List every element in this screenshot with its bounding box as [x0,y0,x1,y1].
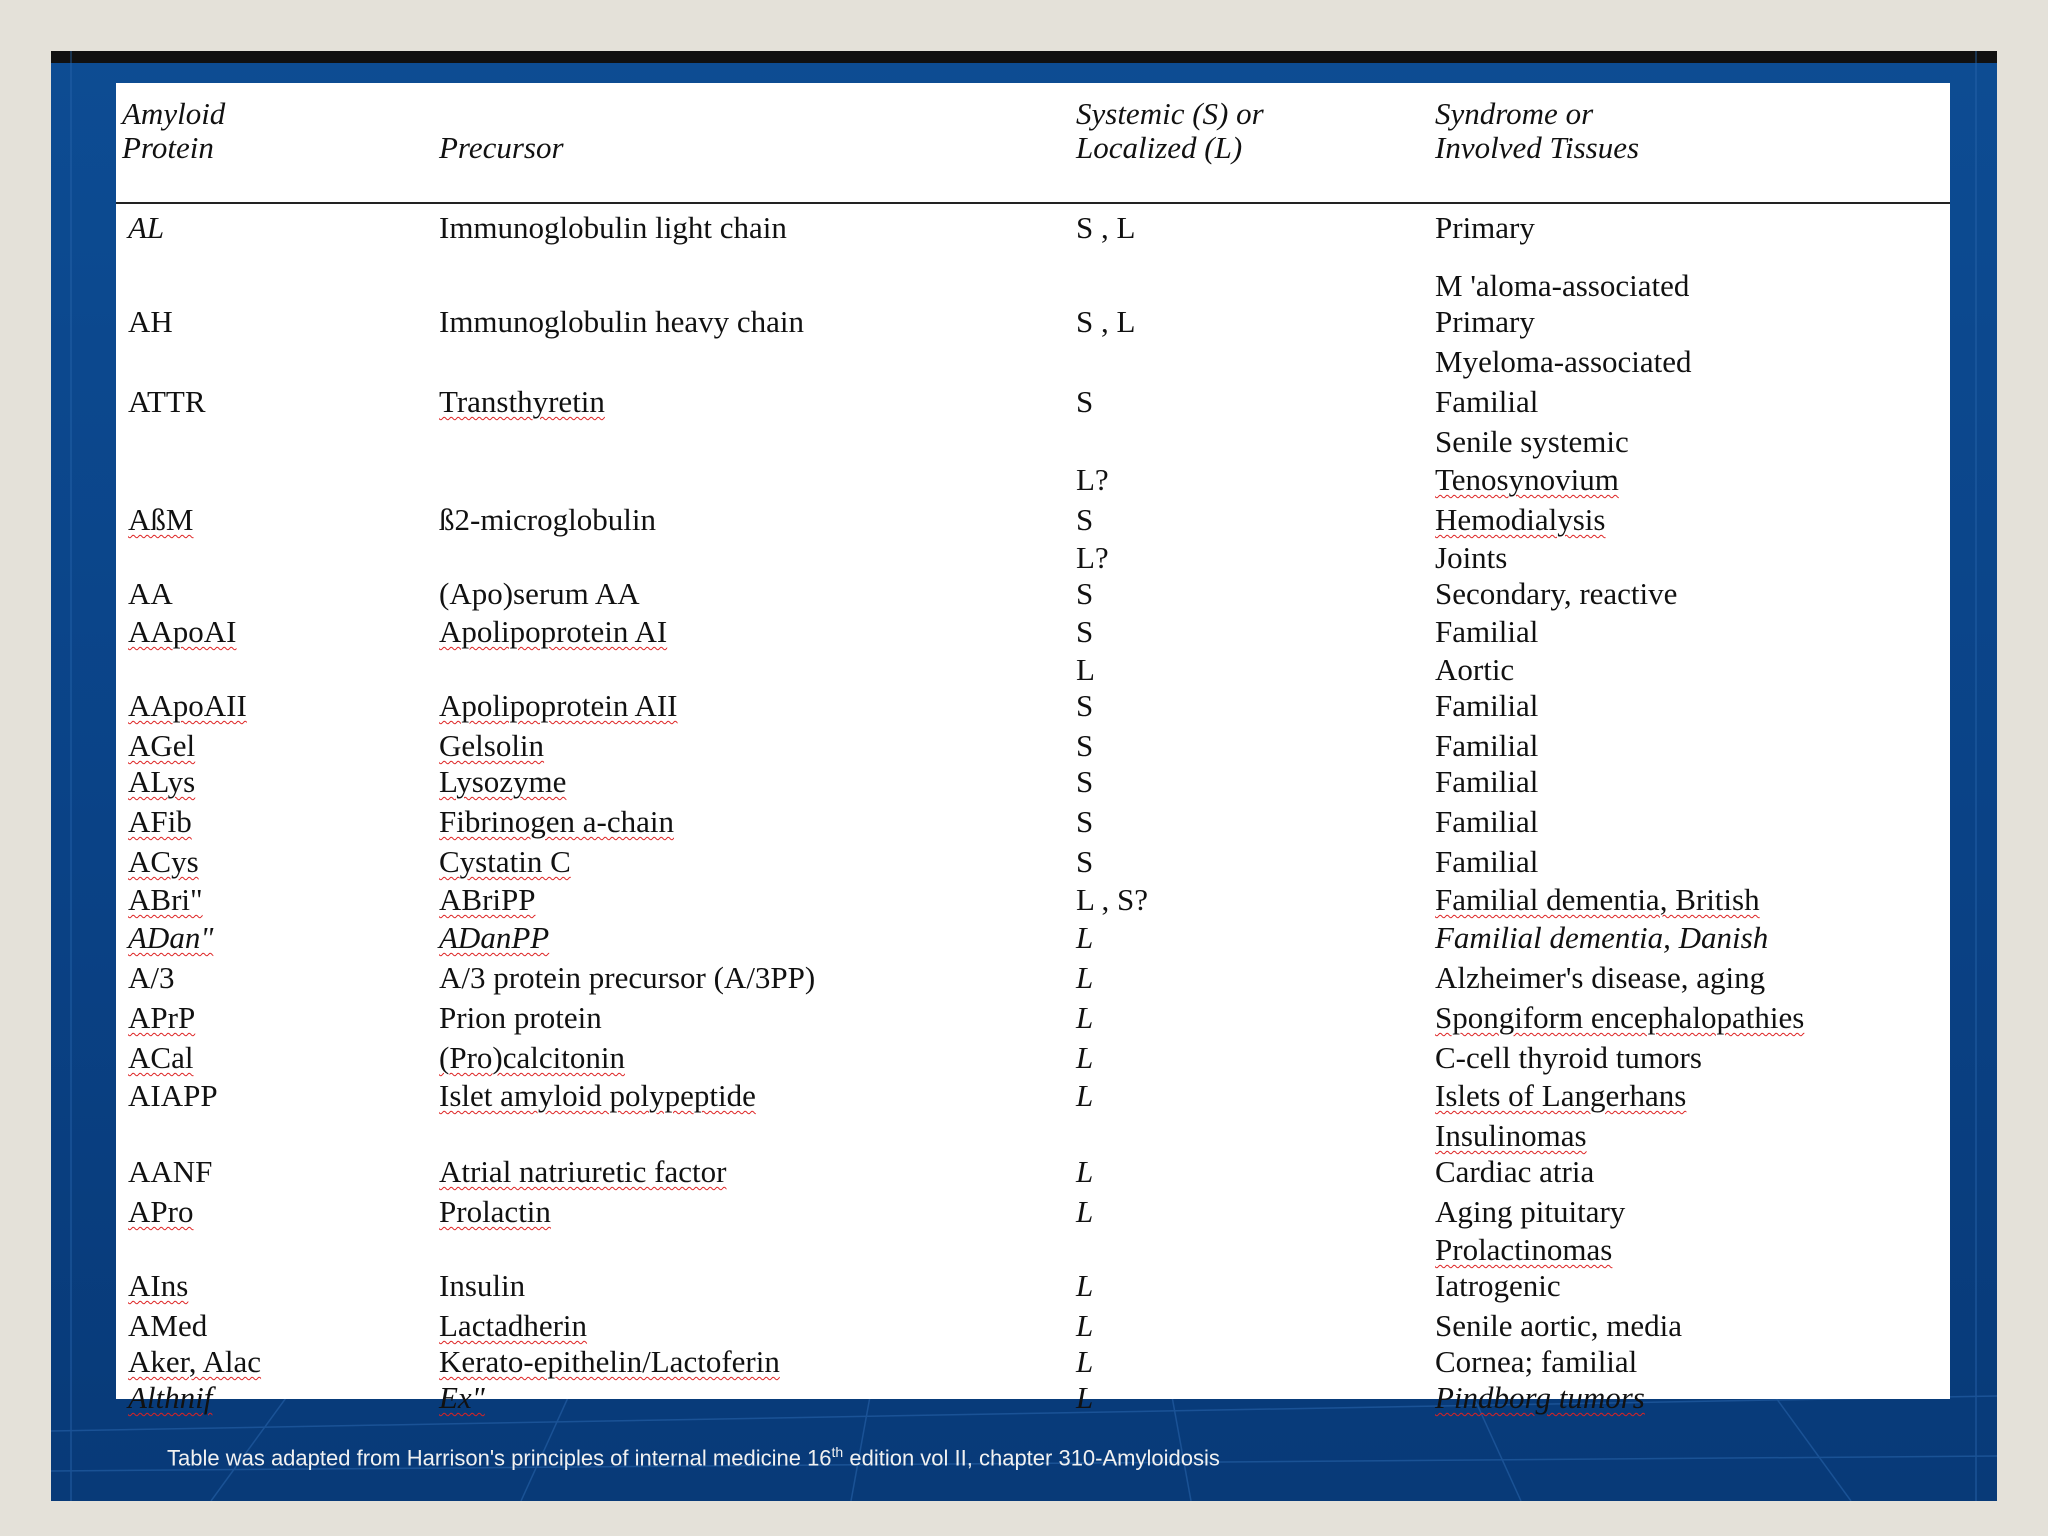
cell-type: L [1076,1380,1094,1415]
cell-syndrome: Insulinomas [1435,1118,1587,1153]
header-rule [116,202,1950,204]
cell-precursor: (Apo)serum AA [439,576,640,611]
header-amyloid-protein: Amyloid Protein [122,96,226,165]
cell-protein: AH [128,304,173,339]
table-source-caption: Table was adapted from Harrison's principles of internal medicine 16th edition vol II, chapter 310-Amyloidosis [167,1444,1220,1471]
cell-precursor: ß2-microglobulin [439,502,656,537]
cell-type: S [1076,384,1094,419]
cell-precursor: Prion protein [439,1000,602,1035]
cell-precursor: Atrial natriuretic factor [439,1154,727,1189]
cell-syndrome: Myeloma-associated [1435,344,1692,379]
cell-syndrome: Familial [1435,728,1539,763]
cell-protein: APrP [128,1000,196,1035]
cell-syndrome: Familial dementia, Danish [1435,920,1769,955]
cell-syndrome: Familial [1435,384,1539,419]
cell-precursor: Fibrinogen a-chain [439,804,675,839]
cell-type: S , L [1076,210,1136,245]
header-precursor: Precursor [439,130,564,165]
cell-precursor: Apolipoprotein AII [439,688,678,723]
cell-precursor: Cystatin C [439,844,571,879]
cell-syndrome: Cornea; familial [1435,1344,1638,1379]
cell-type: L [1076,1194,1094,1229]
cell-protein: ADan" [128,920,214,955]
cell-type: L [1076,960,1094,995]
cell-type: S [1076,614,1094,649]
cell-type: L [1076,1040,1094,1075]
cell-precursor: Lactadherin [439,1308,588,1343]
cell-protein: AFib [128,804,192,839]
cell-syndrome: Familial [1435,764,1539,799]
cell-type: S [1076,804,1094,839]
cell-type: L [1076,1154,1094,1189]
amyloid-table [116,83,1950,1415]
cell-syndrome: Spongiform encephalopathies [1435,1000,1805,1035]
cell-protein: ACal [128,1040,194,1075]
cell-type: L [1076,652,1095,687]
cell-precursor: Immunoglobulin heavy chain [439,304,805,339]
cell-protein: Aker, Alac [128,1344,262,1379]
cell-protein: AIAPP [128,1078,218,1113]
cell-type: S [1076,576,1094,611]
cell-protein: AA [128,576,173,611]
cell-precursor: Lysozyme [439,764,567,799]
cell-protein: AMed [128,1308,208,1343]
cell-syndrome: Familial [1435,614,1539,649]
header-systemic-localized: Systemic (S) or Localized (L) [1076,96,1264,165]
cell-type: L [1076,1344,1094,1379]
cell-syndrome: Senile systemic [1435,424,1629,459]
cell-syndrome: Tenosynovium [1435,462,1619,497]
cell-syndrome: Familial [1435,844,1539,879]
cell-protein: ACys [128,844,199,879]
cell-precursor: Ex" [439,1380,485,1415]
cell-precursor: (Pro)calcitonin [439,1040,625,1075]
cell-protein: AßM [128,502,194,537]
cell-syndrome: Secondary, reactive [1435,576,1678,611]
cell-protein: AL [128,210,165,245]
cell-type: S , L [1076,304,1136,339]
cell-syndrome: Aortic [1435,652,1515,687]
cell-type: L [1076,1000,1094,1035]
cell-precursor: ABriPP [439,882,536,917]
cell-precursor: Kerato-epithelin/Lactoferin [439,1344,780,1379]
cell-syndrome: Islets of Langerhans [1435,1078,1687,1113]
cell-type: S [1076,688,1094,723]
cell-type: L [1076,920,1094,955]
cell-precursor: Islet amyloid polypeptide [439,1078,756,1113]
cell-protein: AApoAII [128,688,247,723]
cell-protein: APro [128,1194,194,1229]
cell-syndrome: Familial dementia, British [1435,882,1760,917]
cell-syndrome: Prolactinomas [1435,1232,1613,1267]
cell-type: S [1076,728,1094,763]
cell-protein: ALys [128,764,196,799]
cell-precursor: ADanPP [439,920,550,955]
header-syndrome: Syndrome or Involved Tissues [1435,96,1640,165]
cell-syndrome: Primary [1435,210,1535,245]
cell-precursor: Gelsolin [439,728,545,763]
cell-type: S [1076,844,1094,879]
cell-syndrome: Familial [1435,804,1539,839]
cell-protein: Althnif [128,1380,213,1415]
cell-protein: AApoAI [128,614,237,649]
cell-precursor: Prolactin [439,1194,551,1229]
cell-protein: AANF [128,1154,213,1189]
cell-type: S [1076,764,1094,799]
cell-type: L , S? [1076,882,1149,917]
cell-type: L? [1076,462,1109,497]
slide [51,51,1997,1501]
cell-type: L [1076,1308,1094,1343]
cell-precursor: Apolipoprotein AI [439,614,668,649]
cell-protein: AIns [128,1268,189,1303]
cell-protein: ABri" [128,882,203,917]
cell-syndrome: Primary [1435,304,1535,339]
cell-syndrome: Alzheimer's disease, aging [1435,960,1766,995]
cell-syndrome: Aging pituitary [1435,1194,1626,1229]
cell-syndrome: M 'aloma-associated [1435,268,1690,303]
cell-type: S [1076,502,1094,537]
cell-syndrome: Familial [1435,688,1539,723]
cell-syndrome: Pindborg tumors [1435,1380,1645,1415]
cell-syndrome: Joints [1435,540,1508,575]
cell-syndrome: C-cell thyroid tumors [1435,1040,1702,1075]
cell-syndrome: Senile aortic, media [1435,1308,1683,1343]
cell-syndrome: Hemodialysis [1435,502,1606,537]
cell-protein: ATTR [128,384,206,419]
cell-protein: A/3 [128,960,175,995]
cell-syndrome: Iatrogenic [1435,1268,1561,1303]
cell-syndrome: Cardiac atria [1435,1154,1595,1189]
cell-type: L [1076,1078,1094,1113]
cell-precursor: A/3 protein precursor (A/3PP) [439,960,816,995]
cell-type: L [1076,1268,1094,1303]
cell-type: L? [1076,540,1109,575]
cell-protein: AGel [128,728,196,763]
cell-precursor: Immunoglobulin light chain [439,210,787,245]
cell-precursor: Insulin [439,1268,526,1303]
cell-precursor: Transthyretin [439,384,605,419]
